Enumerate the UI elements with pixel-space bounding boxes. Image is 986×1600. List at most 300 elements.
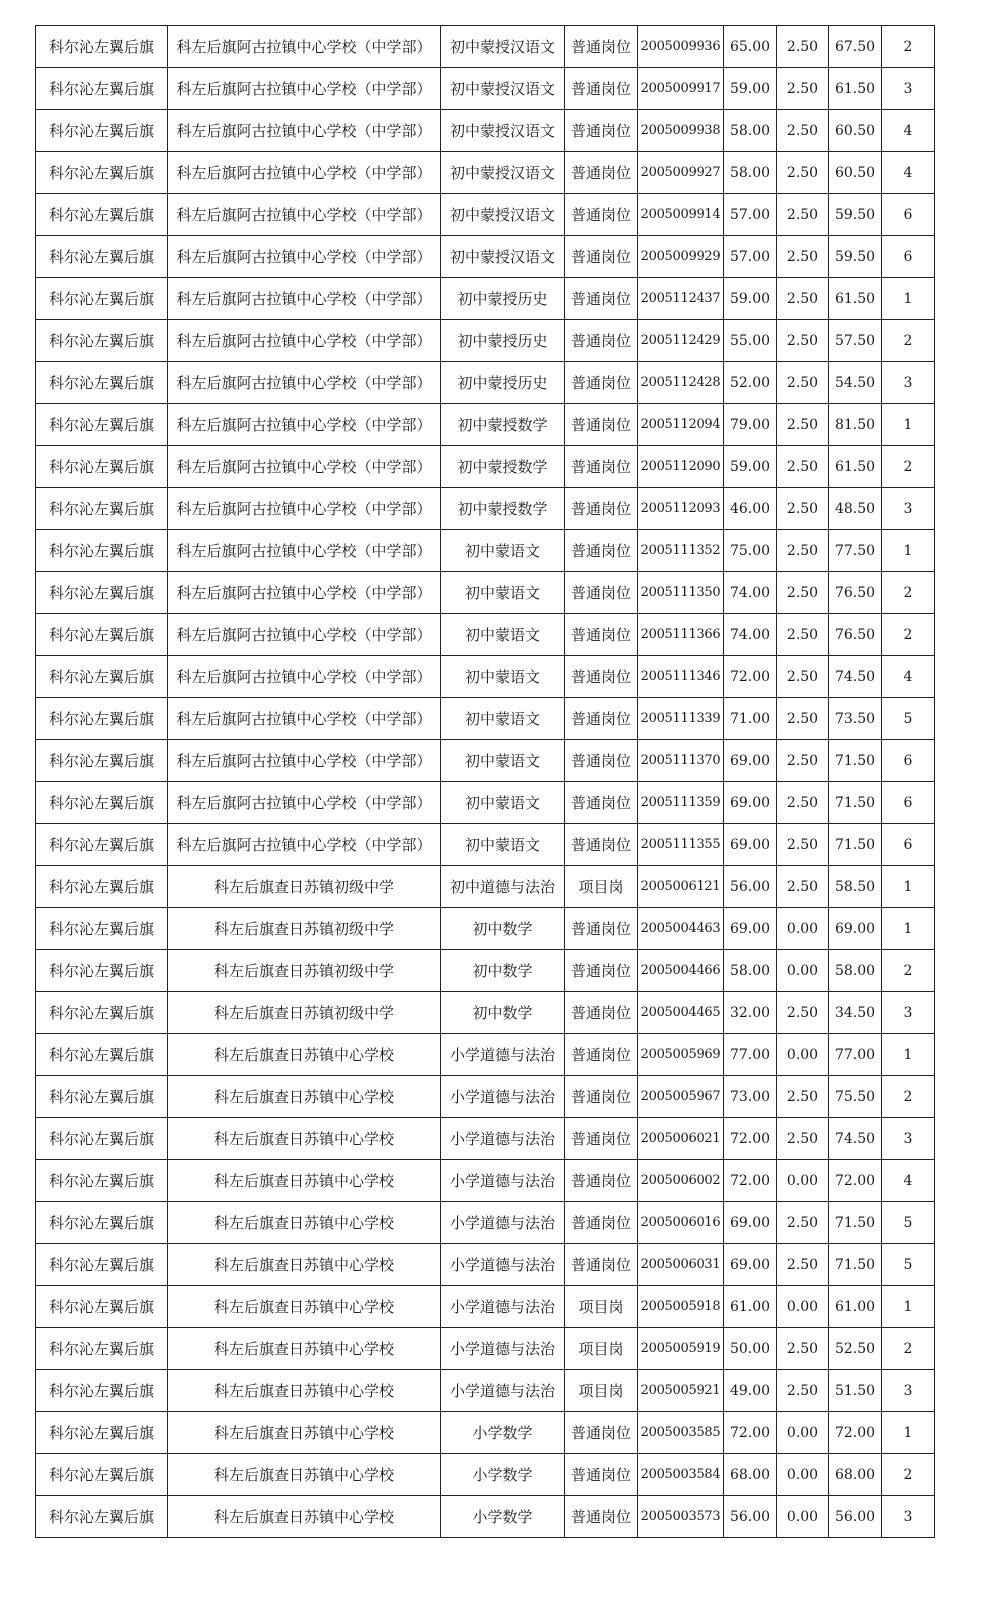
subject-cell: 初中蒙授数学 [441,488,565,530]
total-score-cell: 68.00 [829,1454,882,1496]
region-cell: 科尔沁左翼后旗 [36,1118,168,1160]
school-cell: 科左后旗阿古拉镇中心学校（中学部） [168,656,441,698]
post-type-cell: 普通岗位 [565,68,638,110]
post-type-cell: 普通岗位 [565,26,638,68]
subject-cell: 初中道德与法治 [441,866,565,908]
bonus-score-cell: 2.50 [777,1202,829,1244]
written-score-cell: 74.00 [724,614,777,656]
written-score-cell: 72.00 [724,1412,777,1454]
ticket-number-cell: 2005006021 [638,1118,724,1160]
post-type-cell: 普通岗位 [565,488,638,530]
region-cell: 科尔沁左翼后旗 [36,320,168,362]
subject-cell: 初中蒙授汉语文 [441,26,565,68]
rank-cell: 1 [882,278,935,320]
rank-cell: 1 [882,1412,935,1454]
bonus-score-cell: 2.50 [777,1244,829,1286]
total-score-cell: 60.50 [829,152,882,194]
post-type-cell: 普通岗位 [565,908,638,950]
region-cell: 科尔沁左翼后旗 [36,1076,168,1118]
written-score-cell: 59.00 [724,278,777,320]
subject-cell: 初中蒙授汉语文 [441,68,565,110]
table-row [36,1202,935,1244]
written-score-cell: 61.00 [724,1286,777,1328]
written-score-cell: 69.00 [724,824,777,866]
subject-cell: 小学道德与法治 [441,1160,565,1202]
ticket-number-cell: 2005005969 [638,1034,724,1076]
total-score-cell: 61.50 [829,446,882,488]
ticket-number-cell: 2005004466 [638,950,724,992]
bonus-score-cell: 0.00 [777,950,829,992]
table-row [36,572,935,614]
bonus-score-cell: 0.00 [777,1160,829,1202]
rank-cell: 2 [882,446,935,488]
ticket-number-cell: 2005111352 [638,530,724,572]
table-row [36,1370,935,1412]
table-body [36,26,935,1538]
score-table [35,25,935,1538]
bonus-score-cell: 2.50 [777,572,829,614]
bonus-score-cell: 2.50 [777,26,829,68]
school-cell: 科左后旗阿古拉镇中心学校（中学部） [168,404,441,446]
school-cell: 科左后旗阿古拉镇中心学校（中学部） [168,446,441,488]
post-type-cell: 普通岗位 [565,1454,638,1496]
table-row [36,110,935,152]
school-cell: 科左后旗查日苏镇中心学校 [168,1118,441,1160]
rank-cell: 4 [882,152,935,194]
total-score-cell: 71.50 [829,740,882,782]
region-cell: 科尔沁左翼后旗 [36,656,168,698]
subject-cell: 初中数学 [441,992,565,1034]
rank-cell: 1 [882,530,935,572]
bonus-score-cell: 2.50 [777,152,829,194]
subject-cell: 小学道德与法治 [441,1328,565,1370]
school-cell: 科左后旗阿古拉镇中心学校（中学部） [168,782,441,824]
written-score-cell: 74.00 [724,572,777,614]
subject-cell: 小学道德与法治 [441,1118,565,1160]
post-type-cell: 项目岗 [565,1328,638,1370]
table-row [36,824,935,866]
written-score-cell: 58.00 [724,950,777,992]
table-row [36,362,935,404]
total-score-cell: 81.50 [829,404,882,446]
region-cell: 科尔沁左翼后旗 [36,488,168,530]
subject-cell: 小学道德与法治 [441,1034,565,1076]
region-cell: 科尔沁左翼后旗 [36,1370,168,1412]
total-score-cell: 48.50 [829,488,882,530]
total-score-cell: 56.00 [829,1496,882,1538]
bonus-score-cell: 0.00 [777,1412,829,1454]
region-cell: 科尔沁左翼后旗 [36,740,168,782]
bonus-score-cell: 2.50 [777,992,829,1034]
subject-cell: 初中蒙语文 [441,656,565,698]
post-type-cell: 普通岗位 [565,152,638,194]
region-cell: 科尔沁左翼后旗 [36,26,168,68]
bonus-score-cell: 2.50 [777,614,829,656]
post-type-cell: 普通岗位 [565,992,638,1034]
school-cell: 科左后旗阿古拉镇中心学校（中学部） [168,278,441,320]
total-score-cell: 71.50 [829,1202,882,1244]
written-score-cell: 46.00 [724,488,777,530]
subject-cell: 小学道德与法治 [441,1370,565,1412]
rank-cell: 2 [882,26,935,68]
bonus-score-cell: 2.50 [777,236,829,278]
ticket-number-cell: 2005111359 [638,782,724,824]
school-cell: 科左后旗查日苏镇中心学校 [168,1286,441,1328]
post-type-cell: 普通岗位 [565,236,638,278]
school-cell: 科左后旗查日苏镇中心学校 [168,1328,441,1370]
written-score-cell: 56.00 [724,1496,777,1538]
ticket-number-cell: 2005006002 [638,1160,724,1202]
written-score-cell: 32.00 [724,992,777,1034]
region-cell: 科尔沁左翼后旗 [36,278,168,320]
post-type-cell: 普通岗位 [565,572,638,614]
written-score-cell: 69.00 [724,782,777,824]
post-type-cell: 普通岗位 [565,194,638,236]
post-type-cell: 普通岗位 [565,1202,638,1244]
post-type-cell: 普通岗位 [565,530,638,572]
region-cell: 科尔沁左翼后旗 [36,1286,168,1328]
table-row [36,1286,935,1328]
bonus-score-cell: 2.50 [777,278,829,320]
post-type-cell: 普通岗位 [565,782,638,824]
ticket-number-cell: 2005112093 [638,488,724,530]
ticket-number-cell: 2005003573 [638,1496,724,1538]
subject-cell: 初中蒙授汉语文 [441,110,565,152]
school-cell: 科左后旗查日苏镇初级中学 [168,866,441,908]
total-score-cell: 71.50 [829,1244,882,1286]
school-cell: 科左后旗查日苏镇中心学校 [168,1160,441,1202]
ticket-number-cell: 2005006031 [638,1244,724,1286]
school-cell: 科左后旗阿古拉镇中心学校（中学部） [168,488,441,530]
rank-cell: 3 [882,992,935,1034]
bonus-score-cell: 0.00 [777,1496,829,1538]
post-type-cell: 项目岗 [565,1286,638,1328]
post-type-cell: 普通岗位 [565,362,638,404]
region-cell: 科尔沁左翼后旗 [36,950,168,992]
region-cell: 科尔沁左翼后旗 [36,1202,168,1244]
post-type-cell: 普通岗位 [565,1034,638,1076]
table-row [36,278,935,320]
ticket-number-cell: 2005111346 [638,656,724,698]
written-score-cell: 73.00 [724,1076,777,1118]
table-row [36,740,935,782]
written-score-cell: 69.00 [724,1244,777,1286]
rank-cell: 2 [882,950,935,992]
school-cell: 科左后旗查日苏镇中心学校 [168,1496,441,1538]
table-row [36,614,935,656]
total-score-cell: 71.50 [829,824,882,866]
region-cell: 科尔沁左翼后旗 [36,362,168,404]
ticket-number-cell: 2005112094 [638,404,724,446]
ticket-number-cell: 2005111339 [638,698,724,740]
bonus-score-cell: 2.50 [777,824,829,866]
ticket-number-cell: 2005005918 [638,1286,724,1328]
written-score-cell: 58.00 [724,152,777,194]
ticket-number-cell: 2005009936 [638,26,724,68]
region-cell: 科尔沁左翼后旗 [36,1160,168,1202]
rank-cell: 1 [882,866,935,908]
post-type-cell: 普通岗位 [565,278,638,320]
written-score-cell: 72.00 [724,656,777,698]
written-score-cell: 58.00 [724,110,777,152]
subject-cell: 小学数学 [441,1454,565,1496]
total-score-cell: 59.50 [829,194,882,236]
written-score-cell: 72.00 [724,1118,777,1160]
rank-cell: 4 [882,110,935,152]
ticket-number-cell: 2005009914 [638,194,724,236]
table-row [36,1034,935,1076]
table-row [36,1328,935,1370]
region-cell: 科尔沁左翼后旗 [36,908,168,950]
region-cell: 科尔沁左翼后旗 [36,782,168,824]
rank-cell: 3 [882,1370,935,1412]
bonus-score-cell: 2.50 [777,740,829,782]
ticket-number-cell: 2005112437 [638,278,724,320]
table-row [36,1076,935,1118]
region-cell: 科尔沁左翼后旗 [36,698,168,740]
school-cell: 科左后旗阿古拉镇中心学校（中学部） [168,698,441,740]
ticket-number-cell: 2005112429 [638,320,724,362]
ticket-number-cell: 2005111366 [638,614,724,656]
post-type-cell: 普通岗位 [565,1160,638,1202]
subject-cell: 小学道德与法治 [441,1202,565,1244]
subject-cell: 小学道德与法治 [441,1286,565,1328]
subject-cell: 初中蒙授历史 [441,362,565,404]
post-type-cell: 普通岗位 [565,110,638,152]
school-cell: 科左后旗查日苏镇中心学校 [168,1412,441,1454]
table-row [36,782,935,824]
school-cell: 科左后旗阿古拉镇中心学校（中学部） [168,824,441,866]
ticket-number-cell: 2005009927 [638,152,724,194]
ticket-number-cell: 2005004463 [638,908,724,950]
total-score-cell: 51.50 [829,1370,882,1412]
ticket-number-cell: 2005112428 [638,362,724,404]
subject-cell: 初中蒙语文 [441,698,565,740]
region-cell: 科尔沁左翼后旗 [36,68,168,110]
ticket-number-cell: 2005111350 [638,572,724,614]
total-score-cell: 75.50 [829,1076,882,1118]
school-cell: 科左后旗查日苏镇中心学校 [168,1076,441,1118]
post-type-cell: 普通岗位 [565,614,638,656]
rank-cell: 6 [882,740,935,782]
bonus-score-cell: 2.50 [777,194,829,236]
region-cell: 科尔沁左翼后旗 [36,110,168,152]
subject-cell: 小学道德与法治 [441,1244,565,1286]
table-row [36,1244,935,1286]
school-cell: 科左后旗阿古拉镇中心学校（中学部） [168,152,441,194]
bonus-score-cell: 0.00 [777,1286,829,1328]
bonus-score-cell: 2.50 [777,404,829,446]
table-row [36,1496,935,1538]
rank-cell: 3 [882,1496,935,1538]
table-row [36,488,935,530]
region-cell: 科尔沁左翼后旗 [36,1328,168,1370]
subject-cell: 初中蒙授汉语文 [441,236,565,278]
table-row [36,1412,935,1454]
ticket-number-cell: 2005003585 [638,1412,724,1454]
written-score-cell: 75.00 [724,530,777,572]
region-cell: 科尔沁左翼后旗 [36,194,168,236]
bonus-score-cell: 2.50 [777,1370,829,1412]
rank-cell: 2 [882,614,935,656]
table-row [36,320,935,362]
school-cell: 科左后旗阿古拉镇中心学校（中学部） [168,320,441,362]
total-score-cell: 69.00 [829,908,882,950]
rank-cell: 1 [882,1034,935,1076]
total-score-cell: 71.50 [829,782,882,824]
subject-cell: 初中蒙语文 [441,740,565,782]
table-row [36,950,935,992]
post-type-cell: 普通岗位 [565,1244,638,1286]
total-score-cell: 52.50 [829,1328,882,1370]
ticket-number-cell: 2005112090 [638,446,724,488]
school-cell: 科左后旗阿古拉镇中心学校（中学部） [168,68,441,110]
subject-cell: 初中蒙授历史 [441,278,565,320]
subject-cell: 初中蒙语文 [441,614,565,656]
total-score-cell: 61.50 [829,278,882,320]
bonus-score-cell: 2.50 [777,782,829,824]
total-score-cell: 76.50 [829,614,882,656]
written-score-cell: 52.00 [724,362,777,404]
written-score-cell: 59.00 [724,68,777,110]
school-cell: 科左后旗查日苏镇初级中学 [168,908,441,950]
rank-cell: 2 [882,572,935,614]
table-row [36,446,935,488]
rank-cell: 2 [882,320,935,362]
post-type-cell: 普通岗位 [565,1076,638,1118]
written-score-cell: 56.00 [724,866,777,908]
rank-cell: 3 [882,68,935,110]
rank-cell: 4 [882,1160,935,1202]
ticket-number-cell: 2005003584 [638,1454,724,1496]
rank-cell: 2 [882,1328,935,1370]
total-score-cell: 77.00 [829,1034,882,1076]
post-type-cell: 普通岗位 [565,698,638,740]
bonus-score-cell: 0.00 [777,1034,829,1076]
post-type-cell: 普通岗位 [565,1496,638,1538]
bonus-score-cell: 2.50 [777,68,829,110]
rank-cell: 3 [882,1118,935,1160]
total-score-cell: 34.50 [829,992,882,1034]
table-row [36,530,935,572]
total-score-cell: 61.50 [829,68,882,110]
bonus-score-cell: 2.50 [777,320,829,362]
ticket-number-cell: 2005111370 [638,740,724,782]
bonus-score-cell: 2.50 [777,530,829,572]
bonus-score-cell: 2.50 [777,866,829,908]
rank-cell: 4 [882,656,935,698]
post-type-cell: 普通岗位 [565,1118,638,1160]
post-type-cell: 普通岗位 [565,320,638,362]
table-row [36,656,935,698]
rank-cell: 3 [882,488,935,530]
rank-cell: 1 [882,908,935,950]
total-score-cell: 60.50 [829,110,882,152]
rank-cell: 6 [882,782,935,824]
ticket-number-cell: 2005009929 [638,236,724,278]
written-score-cell: 49.00 [724,1370,777,1412]
total-score-cell: 73.50 [829,698,882,740]
subject-cell: 初中数学 [441,950,565,992]
written-score-cell: 57.00 [724,236,777,278]
written-score-cell: 69.00 [724,1202,777,1244]
post-type-cell: 普通岗位 [565,1412,638,1454]
ticket-number-cell: 2005006121 [638,866,724,908]
school-cell: 科左后旗查日苏镇中心学校 [168,1034,441,1076]
school-cell: 科左后旗查日苏镇中心学校 [168,1370,441,1412]
post-type-cell: 普通岗位 [565,824,638,866]
region-cell: 科尔沁左翼后旗 [36,992,168,1034]
table-row [36,908,935,950]
ticket-number-cell: 2005004465 [638,992,724,1034]
ticket-number-cell: 2005009938 [638,110,724,152]
rank-cell: 5 [882,1202,935,1244]
rank-cell: 1 [882,404,935,446]
table-row [36,1118,935,1160]
school-cell: 科左后旗查日苏镇初级中学 [168,950,441,992]
ticket-number-cell: 2005005921 [638,1370,724,1412]
post-type-cell: 项目岗 [565,1370,638,1412]
post-type-cell: 普通岗位 [565,404,638,446]
bonus-score-cell: 2.50 [777,1328,829,1370]
bonus-score-cell: 0.00 [777,908,829,950]
post-type-cell: 项目岗 [565,866,638,908]
region-cell: 科尔沁左翼后旗 [36,530,168,572]
school-cell: 科左后旗查日苏镇中心学校 [168,1454,441,1496]
post-type-cell: 普通岗位 [565,656,638,698]
school-cell: 科左后旗阿古拉镇中心学校（中学部） [168,740,441,782]
school-cell: 科左后旗阿古拉镇中心学校（中学部） [168,110,441,152]
region-cell: 科尔沁左翼后旗 [36,446,168,488]
rank-cell: 2 [882,1076,935,1118]
post-type-cell: 普通岗位 [565,740,638,782]
written-score-cell: 69.00 [724,908,777,950]
subject-cell: 小学数学 [441,1496,565,1538]
region-cell: 科尔沁左翼后旗 [36,572,168,614]
written-score-cell: 71.00 [724,698,777,740]
written-score-cell: 57.00 [724,194,777,236]
subject-cell: 初中蒙授汉语文 [441,194,565,236]
post-type-cell: 普通岗位 [565,950,638,992]
subject-cell: 初中蒙授数学 [441,446,565,488]
school-cell: 科左后旗阿古拉镇中心学校（中学部） [168,194,441,236]
subject-cell: 初中数学 [441,908,565,950]
table-row [36,866,935,908]
ticket-number-cell: 2005009917 [638,68,724,110]
subject-cell: 初中蒙授数学 [441,404,565,446]
table-row [36,26,935,68]
region-cell: 科尔沁左翼后旗 [36,236,168,278]
ticket-number-cell: 2005006016 [638,1202,724,1244]
subject-cell: 小学数学 [441,1412,565,1454]
subject-cell: 初中蒙语文 [441,572,565,614]
region-cell: 科尔沁左翼后旗 [36,404,168,446]
bonus-score-cell: 2.50 [777,1076,829,1118]
school-cell: 科左后旗阿古拉镇中心学校（中学部） [168,362,441,404]
bonus-score-cell: 2.50 [777,698,829,740]
total-score-cell: 58.50 [829,866,882,908]
written-score-cell: 77.00 [724,1034,777,1076]
rank-cell: 3 [882,362,935,404]
score-sheet [35,25,934,1538]
subject-cell: 初中蒙语文 [441,782,565,824]
post-type-cell: 普通岗位 [565,446,638,488]
school-cell: 科左后旗查日苏镇初级中学 [168,992,441,1034]
school-cell: 科左后旗阿古拉镇中心学校（中学部） [168,572,441,614]
region-cell: 科尔沁左翼后旗 [36,866,168,908]
total-score-cell: 58.00 [829,950,882,992]
table-row [36,236,935,278]
